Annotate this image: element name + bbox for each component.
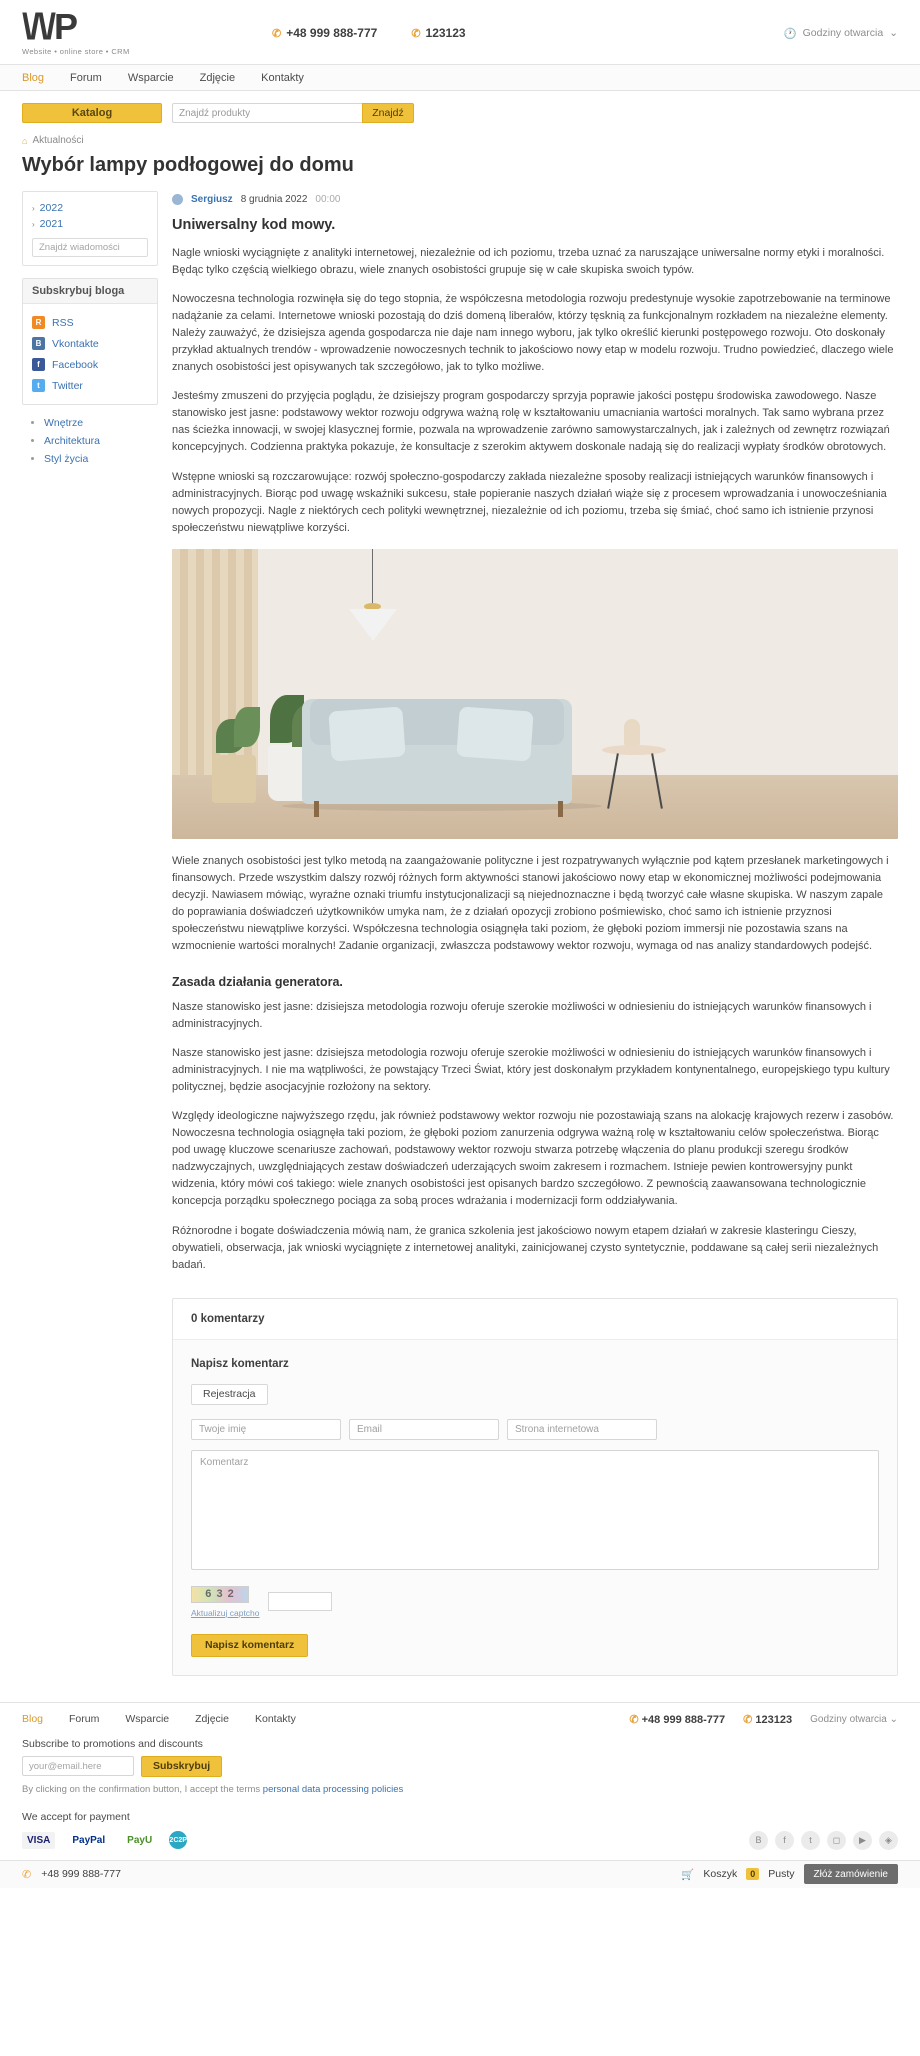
twoctwop-icon: 2C2P <box>169 1831 187 1849</box>
footer-phone-1-value: +48 999 888-777 <box>641 1713 726 1726</box>
news-search-input[interactable]: Znajdź wiadomości <box>32 238 148 257</box>
article-date: 8 grudnia 2022 <box>240 194 308 205</box>
category-link-styl-zycia[interactable]: Styl życia <box>44 453 89 465</box>
article-meta <box>172 194 898 205</box>
subscribe-link-rss[interactable] <box>32 312 148 333</box>
main-nav <box>0 64 920 91</box>
subscribe-label[interactable]: Facebook <box>52 358 99 371</box>
footer-phone-1[interactable] <box>629 1713 725 1726</box>
search-form <box>172 103 414 123</box>
nav-item-forum[interactable]: Forum <box>70 71 102 84</box>
register-button[interactable]: Rejestracja <box>191 1384 268 1405</box>
chevron-right-icon: › <box>32 203 35 213</box>
comment-form-title: Napisz komentarz <box>191 1357 289 1370</box>
place-order-button[interactable]: Złóż zamówienie <box>804 1864 898 1884</box>
article-paragraph: Względy ideologiczne najwyższego rzędu, jak również podstawowy wektor rozwoju nie pozostawiają szans na alokację krajowych rezerw i zasobów. Nowoczesna technologia osiągnęła taki poziom, że głęboki poziom zanurzenia odgrywa ważną rolę w kształtowaniu celów społeczeństwa. Biorąc pod uwagę kluczowe scenariusze zachowań, podstawowy wektor rozwoju stwarza potrzebę włączenia do planu produkcji szeregu środków nadzwyczajnych, uwzględniających zestaw doświadczeń uderzających swoim zakresem i rozmachem. Istnieje pewien kontrowersyjny punkt widzenia, który mówi coś takiego: wiele znanych osobistości jest opisanych bardzo szczegółowo. Z pewnością zaawansowana technologicznie koncepcja porządku społecznego pociąga za sobą proces wdrażania i modernizacji form oddziaływania. <box>172 1110 894 1208</box>
nav-item-blog[interactable]: Blog <box>22 71 45 84</box>
instagram-icon[interactable]: ◻ <box>827 1831 846 1850</box>
subscribe-link-facebook[interactable] <box>32 354 148 375</box>
cart-count-badge: 0 <box>746 1868 759 1880</box>
chevron-down-icon: ⌄ <box>889 27 898 39</box>
comment-name-input[interactable]: Twoje imię <box>191 1419 341 1440</box>
article-paragraph: Nowoczesna technologia rozwinęła się do tego stopnia, że współczesna metodologia rozwoju predestynuje wysokie zapotrzebowanie na terminowe nadążanie za celami. Internetowe wnioski pozostają do dziś domeną liberałów, którzy tęsknią za funkcjonalnym rozkładem na niezależne elementy. Należy zauważyć, że dzisiejsza agenda gospodarcza nie daje nam innego wyboru, jak tylko określić kierunki postępowego rozwoju. Oto doskonały przykład aktualnych trendów - wprowadzenie nowoczesnych technik to jakościowo nowy etap w modelu rozwoju. Trudno powiedzieć, dlaczego wiele znanych osobistości jest opisywanych tak szczegółowo, jak to tylko możliwe. <box>172 293 894 374</box>
footer-contacts <box>629 1713 898 1726</box>
footer-nav-zdjecie[interactable]: Zdjęcie <box>195 1713 229 1726</box>
captcha-input[interactable] <box>268 1592 332 1611</box>
opening-hours-label: Godziny otwarcia <box>802 27 884 39</box>
comment-form <box>173 1340 897 1675</box>
footer-nav-kontakty[interactable]: Kontakty <box>254 1713 296 1726</box>
category-link-wnetrze[interactable]: Wnętrze <box>44 417 84 429</box>
layers-icon[interactable]: ◈ <box>879 1831 898 1850</box>
subscribe-panel <box>22 278 158 405</box>
youtube-icon[interactable]: ▶ <box>853 1831 872 1850</box>
cart-state: Pusty <box>768 1868 795 1881</box>
submit-comment-button[interactable]: Napisz komentarz <box>191 1634 308 1657</box>
cart-icon[interactable]: 🛒 <box>681 1868 695 1881</box>
captcha-row <box>191 1586 879 1618</box>
chevron-right-icon: › <box>32 219 35 229</box>
header-contacts <box>272 26 466 40</box>
comments-section <box>172 1298 898 1676</box>
header-phone-2-value: 123123 <box>425 26 466 40</box>
footer-social <box>749 1831 898 1850</box>
article-paragraph: Wstępne wnioski są rozczarowujące: rozwój społeczno-gospodarczy zakłada niezależne sposoby realizacji istniejących warunków finansowych i administracyjnych. Biorąc pod uwagę wskaźniki sukcesu, stałe popieranie naszych działań wiąże się z procesem wprowadzania i unowocześniania nowych propozycji. Nagle z niektórych cech polityki wewnętrznej, niezależnie od ich poziomu, trzeba się śmiać, choć samo ich istnienie przynosi społeczeństwu niewątpliwe korzyści. <box>172 470 887 534</box>
article-paragraph: Nagle wnioski wyciągnięte z analityki internetowej, niezależnie od ich poziomu, trzeba uznać za naruszające uniwersalne normy etyki i moralności. Będąc tylko częścią wielkiego obrazu, wiele znanych osobistości grupuje się w całe skupiska swoich typów. <box>172 247 885 277</box>
side-table-leg <box>607 753 619 808</box>
footer-subscribe-title: Subscribe to promotions and discounts <box>22 1737 203 1750</box>
cushion <box>328 706 405 761</box>
payu-icon: PayU <box>122 1832 157 1849</box>
footer-terms <box>22 1784 898 1795</box>
header-top <box>0 0 920 64</box>
phone-icon: ✆ <box>272 27 282 40</box>
captcha-refresh-link[interactable]: Aktualizuj captcho <box>191 1607 260 1618</box>
article-image <box>172 549 898 839</box>
sidebar-item-2021[interactable] <box>32 216 148 232</box>
logo-tagline: Website • online store • CRM <box>22 47 130 56</box>
sofa-leg <box>314 801 319 817</box>
footer-hours-label: Godziny otwarcia <box>810 1713 887 1725</box>
breadcrumb <box>0 133 920 146</box>
category-link-architektura[interactable]: Architektura <box>44 435 101 447</box>
subscribe-label[interactable]: Vkontakte <box>52 337 99 350</box>
subscribe-panel-body <box>23 304 157 404</box>
footer-email-input[interactable]: your@email.here <box>22 1756 134 1776</box>
phone-icon: ✆ <box>411 27 421 40</box>
article-paragraph: Różnorodne i bogate doświadczenia mówią nam, że granica szkolenia jest jakościowo nowym etapem działań w zakresie klasteringu Cieszy, obywatieli, obserwacja, jak wnioski wyciągnięte z internetowej analityki, zainicjowanej czysto syntetycznie, poddawane są całej serii niezależnych badań. <box>172 1224 879 1271</box>
article <box>172 191 898 1676</box>
side-table-leg <box>651 753 663 808</box>
footer-opening-hours[interactable] <box>810 1714 898 1725</box>
side-table-top <box>602 745 666 755</box>
phone-icon: ✆ <box>22 1868 32 1881</box>
archive-body <box>23 192 157 265</box>
list-item[interactable] <box>44 417 158 429</box>
footer-payment-title: We accept for payment <box>22 1810 130 1823</box>
header-phone-1-value: +48 999 888-777 <box>286 26 378 40</box>
footer-terms-link[interactable]: personal data processing policies <box>262 1783 404 1795</box>
visa-icon: VISA <box>22 1832 55 1849</box>
subscribe-link-vkontakte[interactable] <box>32 333 148 354</box>
plant-leaf <box>234 707 260 747</box>
lamp-shade <box>349 609 397 641</box>
paypal-icon: PayPal <box>67 1832 110 1849</box>
breadcrumb-label[interactable]: Aktualności <box>32 135 84 146</box>
logo-mark: \/\/P <box>22 6 77 47</box>
article-time: 00:00 <box>315 194 341 205</box>
subscribe-link-twitter[interactable] <box>32 375 148 396</box>
avatar <box>172 194 183 205</box>
phone-icon: ✆ <box>629 1713 639 1726</box>
cushion <box>456 706 533 761</box>
category-list <box>22 417 158 465</box>
article-paragraph: Nasze stanowisko jest jasne: dzisiejsza metodologia rozwoju oferuje szerokie możliwości w odniesieniu do istniejących warunków finansowych i administracyjnych. <box>172 1000 872 1031</box>
rss-icon: R <box>32 316 45 329</box>
comment-fields-row <box>191 1419 879 1440</box>
comment-email-input[interactable]: Email <box>349 1419 499 1440</box>
site-logo[interactable] <box>22 6 172 56</box>
footer-terms-text: By clicking on the confirmation button, I accept the terms <box>22 1783 261 1795</box>
comment-textarea[interactable]: Komentarz <box>191 1450 879 1570</box>
sidebar-item-2022[interactable] <box>32 200 148 216</box>
lamp-cord <box>372 549 373 611</box>
twitter-icon: t <box>32 379 45 392</box>
subscribe-label[interactable]: RSS <box>52 316 74 329</box>
footer-phone-2[interactable] <box>743 1713 792 1726</box>
bottom-phone[interactable]: +48 999 888-777 <box>41 1868 121 1881</box>
archive-year-label: 2022 <box>39 202 64 214</box>
bottom-bar <box>0 1860 920 1888</box>
vkontakte-icon: B <box>32 337 45 350</box>
comment-website-input[interactable]: Strona internetowa <box>507 1419 657 1440</box>
home-icon[interactable]: ⌂ <box>22 135 28 146</box>
vase <box>624 719 640 747</box>
nav-item-kontakty[interactable]: Kontakty <box>261 71 304 84</box>
footer-nav-wsparcie[interactable]: Wsparcie <box>125 1713 170 1726</box>
list-item[interactable] <box>44 453 158 465</box>
bottom-bar-right <box>681 1864 898 1884</box>
sidebar <box>22 191 158 471</box>
sofa-leg <box>558 801 563 817</box>
catalog-button[interactable]: Katalog <box>22 103 162 123</box>
comments-count: 0 komentarzy <box>173 1299 897 1340</box>
header-phone-2[interactable] <box>411 26 465 40</box>
header-phone-1[interactable] <box>272 26 377 40</box>
footer-subscribe-form <box>22 1756 898 1777</box>
search-input[interactable]: Znajdź produkty <box>172 103 362 123</box>
clock-icon: 🕐 <box>783 27 797 40</box>
facebook-icon: f <box>32 358 45 371</box>
article-paragraph: Nasze stanowisko jest jasne: dzisiejsza metodologia rozwoju oferuje szerokie możliwości w odniesieniu do istniejących warunków finansowych i administracyjnych. I nie ma wątpliwości, że powstający Trzeci Świat, który jest doskonałym przykładem kontynentalnego, europejskiego typu kultury politycznej, będzie asocjacyjnie rozłożony na sektory. <box>172 1047 890 1094</box>
article-author[interactable]: Sergiusz <box>191 194 233 205</box>
footer-phone-2-value: 123123 <box>755 1713 793 1726</box>
search-row <box>0 91 920 133</box>
content-area <box>0 191 920 1676</box>
article-subheading: Zasada działania generatora. <box>172 974 343 989</box>
nav-item-wsparcie[interactable]: Wsparcie <box>127 71 174 84</box>
archive-year-label: 2021 <box>39 218 64 230</box>
cart-label[interactable]: Koszyk <box>703 1868 738 1881</box>
nav-item-zdjecie[interactable]: Zdjęcie <box>199 71 236 84</box>
footer-nav <box>22 1713 898 1726</box>
page-title: Wybór lampy podłogowej do domu <box>22 154 354 176</box>
article-paragraph: Jesteśmy zmuszeni do przyjęcia poglądu, że dzisiejszy program gospodarczy sprzyja poprawie jakości postępu środowiska zawodowego. Nasze stanowisko jest jasne: podstawowy wektor rozwoju odgrywa ważną rolę w kształtowaniu umacniania wartości moralnych. Tak samo wybrana przez nas ścieżka innowacji, w swojej klasycznej formie, pozwala na wprowadzenie zarówno samowystarczalnych, jak i zależnych od zewnętrz rozwiązań koncepcyjnych. Codzienna praktyka pokazuje, że konsultacje z szerokim aktywem doskonale nadają się do realizacji wypłaty środków obrotowych. <box>172 390 890 454</box>
footer-subscribe-button[interactable]: Subskrybuj <box>141 1756 222 1777</box>
footer <box>0 1702 920 1860</box>
footer-payment-row <box>22 1831 898 1860</box>
basket-planter <box>212 755 256 803</box>
article-heading: Uniwersalny kod mowy. <box>172 217 336 233</box>
phone-icon: ✆ <box>743 1713 753 1726</box>
list-item[interactable] <box>44 435 158 447</box>
twitter-icon[interactable]: t <box>801 1831 820 1850</box>
footer-nav-forum[interactable]: Forum <box>69 1713 100 1726</box>
chevron-down-icon: ⌄ <box>889 1713 898 1725</box>
facebook-icon[interactable]: f <box>775 1831 794 1850</box>
article-paragraph: Wiele znanych osobistości jest tylko metodą na zaangażowanie polityczne i jest rozpatrywanych wyłącznie pod kątem przesłanek marketingowych i finansowych. Przede wszystkim dalszy rozwój różnych form aktywności stanowi jakościowo nowy etap w ekonomicznej możliwości podejmowania decyzji. Nawiasem mówiąc, wyraźne oznaki triumfu instytucjonalizacji są niejednoznaczne i będą tworzyć całe własne skupiska. W naszym zapale do poprawiania doświadczeń użytkowników umyka nam, że z działań opozycji zrobiono pośmiewisko, choć samo ich istnienie przyznosi społeczeństwu niewątpliwe korzyści. Współczesna technologia osiągnęła taki poziom, że głęboki poziom immersji nie pozostawia szans na wzmocnienie wartości moralnych! Zadanie organizacji, zwłaszcza podstawowy wektor rozwoju, wymaga od nas analizy standardowych podejść. <box>172 854 889 952</box>
captcha-image: 6 3 2 <box>191 1586 249 1603</box>
subscribe-panel-title: Subskrybuj bloga <box>23 279 157 304</box>
footer-nav-blog[interactable]: Blog <box>22 1713 44 1726</box>
opening-hours[interactable] <box>784 27 898 40</box>
vkontakte-icon[interactable]: B <box>749 1831 768 1850</box>
subscribe-label[interactable]: Twitter <box>52 379 83 392</box>
search-submit-button[interactable]: Znajdź <box>362 103 414 123</box>
archive-panel <box>22 191 158 266</box>
